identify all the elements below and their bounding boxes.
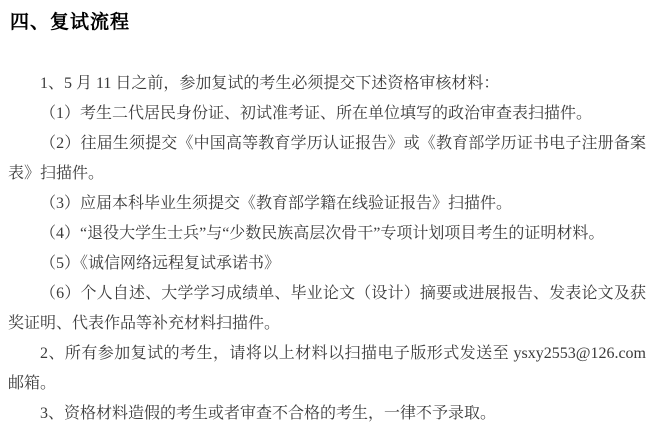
paragraph: （4）“退役大学生士兵”与“少数民族高层次骨干”专项计划项目考生的证明材料。 (40, 225, 605, 242)
paragraph: （3）应届本科毕业生须提交《教育部学籍在线验证报告》扫描件。 (40, 195, 513, 212)
paragraph: （2）往届生须提交《中国高等教育学历认证报告》或《教育部学历证书电子注册备案表》扫描件。 (8, 135, 646, 182)
paragraph: 3、资格材料造假的考生或者审查不合格的考生，一律不予录取。 (40, 405, 497, 422)
paragraph: （1）考生二代居民身份证、初试准考证、所在单位填写的政治审查表扫描件。 (40, 105, 593, 122)
paragraph: 1、5 月 11 日之前，参加复试的考生必须提交下述资格审核材料： (40, 75, 500, 92)
section-title: 四、复试流程 (10, 12, 131, 33)
email-text: ysxy2553@126.com (513, 345, 646, 362)
paragraph: 2、所有参加复试的考生，请将以上材料以扫描电子版形式发送至 ysxy2553@126.com 邮箱。 (8, 345, 646, 392)
paragraph: （6）个人自述、大学学习成绩单、毕业论文（设计）摘要或进展报告、发表论文及获奖证明、代表作品等补充材料扫描件。 (8, 285, 646, 332)
document-body (8, 69, 646, 429)
paragraph: （5）《诚信网络远程复试承诺书》 (40, 255, 281, 272)
